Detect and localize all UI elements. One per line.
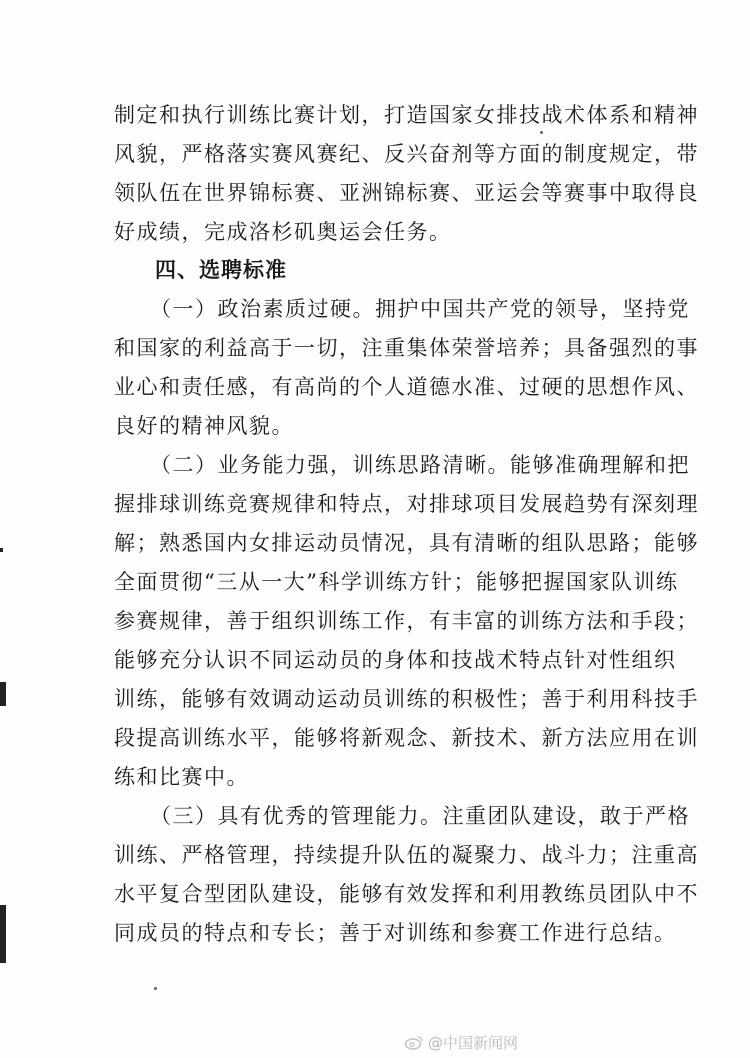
body-line: （三）具有优秀的管理能力。注重团队建设，敢于严格 bbox=[150, 804, 690, 828]
body-line: 良好的精神风貌。 bbox=[114, 414, 294, 438]
weibo-icon bbox=[404, 1034, 424, 1050]
body-line: 训练，能够有效调动运动员训练的积极性；善于利用科技手 bbox=[114, 687, 699, 711]
body-line: 好成绩，完成洛杉矶奥运会任务。 bbox=[114, 220, 452, 244]
scan-edge-mark bbox=[0, 548, 3, 552]
scan-edge-mark bbox=[0, 905, 6, 963]
body-line: 训练、严格管理，持续提升队伍的凝聚力、战斗力；注重高 bbox=[114, 843, 699, 867]
body-line: 能够充分认识不同运动员的身体和技战术特点针对性组织 bbox=[114, 648, 677, 672]
body-line: 解；熟悉国内女排运动员情况，具有清晰的组队思路；能够 bbox=[114, 531, 699, 555]
body-line: 同成员的特点和专长；善于对训练和参赛工作进行总结。 bbox=[114, 921, 677, 945]
body-line: 风貌，严格落实赛风赛纪、反兴奋剂等方面的制度规定，带 bbox=[114, 142, 699, 166]
section-heading: 四、选聘标准 bbox=[155, 258, 287, 282]
body-line: 水平复合型团队建设，能够有效发挥和利用教练员团队中不 bbox=[114, 882, 699, 906]
body-line: 业心和责任感，有高尚的个人道德水准、过硬的思想作风、 bbox=[114, 375, 699, 399]
body-line: 练和比赛中。 bbox=[114, 765, 249, 789]
body-line: 和国家的利益高于一切，注重集体荣誉培养；具备强烈的事 bbox=[114, 336, 699, 360]
watermark-text: @中国新闻网 bbox=[427, 1033, 518, 1052]
scan-edge-mark bbox=[0, 682, 6, 706]
scan-speck bbox=[540, 131, 543, 134]
body-line: 全面贯彻“三从一大”科学训练方针；能够把握国家队训练 bbox=[114, 570, 679, 594]
body-line: 领队伍在世界锦标赛、亚洲锦标赛、亚运会等赛事中取得良 bbox=[114, 181, 699, 205]
body-line: 制定和执行训练比赛计划，打造国家女排技战术体系和精神 bbox=[114, 103, 699, 127]
body-line: （二）业务能力强，训练思路清晰。能够准确理解和把 bbox=[150, 453, 690, 477]
scan-speck bbox=[154, 987, 157, 990]
body-line: （一）政治素质过硬。拥护中国共产党的领导，坚持党 bbox=[150, 297, 690, 321]
body-line: 握排球训练竞赛规律和特点，对排球项目发展趋势有深刻理 bbox=[114, 492, 699, 516]
body-line: 参赛规律，善于组织训练工作，有丰富的训练方法和手段； bbox=[114, 609, 699, 633]
body-line: 段提高训练水平，能够将新观念、新技术、新方法应用在训 bbox=[114, 726, 699, 750]
watermark bbox=[404, 1032, 518, 1052]
